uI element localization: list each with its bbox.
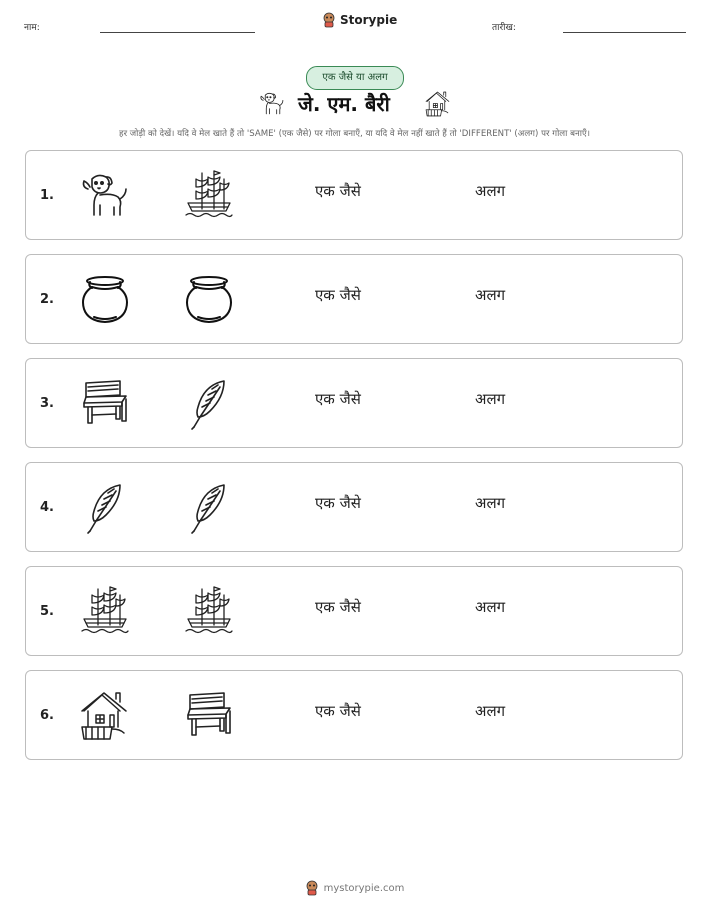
feather-icon bbox=[182, 481, 236, 535]
brand-name: Storypie bbox=[340, 13, 398, 27]
date-label: तारीख: bbox=[492, 23, 516, 33]
question-card bbox=[25, 254, 683, 344]
question-card bbox=[25, 462, 683, 552]
question-number: 5. bbox=[40, 604, 54, 619]
brand-logo bbox=[322, 12, 397, 28]
same-option[interactable]: एक जैसे bbox=[315, 702, 361, 720]
bench-icon bbox=[182, 689, 236, 743]
different-option[interactable]: अलग bbox=[475, 702, 506, 720]
question-card bbox=[25, 358, 683, 448]
same-option[interactable]: एक जैसे bbox=[315, 598, 361, 616]
dog-icon bbox=[258, 90, 286, 118]
pot-icon bbox=[182, 273, 236, 327]
worksheet-header bbox=[0, 0, 709, 50]
house-icon bbox=[424, 90, 452, 118]
question-number: 1. bbox=[40, 188, 54, 203]
same-option[interactable]: एक जैसे bbox=[315, 182, 361, 200]
question-number: 2. bbox=[40, 292, 54, 307]
name-label: नाम: bbox=[24, 23, 40, 33]
question-card bbox=[25, 670, 683, 760]
feather-icon bbox=[78, 481, 132, 535]
same-option[interactable]: एक जैसे bbox=[315, 286, 361, 304]
storypie-mascot-icon bbox=[305, 880, 319, 896]
bench-icon bbox=[78, 377, 132, 431]
pot-icon bbox=[78, 273, 132, 327]
question-number: 6. bbox=[40, 708, 54, 723]
same-option[interactable]: एक जैसे bbox=[315, 494, 361, 512]
same-option[interactable]: एक जैसे bbox=[315, 390, 361, 408]
question-card bbox=[25, 566, 683, 656]
dog-icon bbox=[78, 169, 132, 223]
footer bbox=[0, 880, 709, 896]
different-option[interactable]: अलग bbox=[475, 182, 506, 200]
name-field-line[interactable] bbox=[100, 32, 255, 33]
house-icon bbox=[78, 689, 132, 743]
feather-icon bbox=[182, 377, 236, 431]
page-title: जे. एम. बैरी bbox=[298, 92, 390, 116]
ship-icon bbox=[78, 585, 132, 639]
question-number: 4. bbox=[40, 500, 54, 515]
instructions: हर जोड़ी को देखें। यदि वे मेल खाते हैं तो 'SAME' (एक जैसे) पर गोला बनाएँ, या यदि वे मेल नहीं खाते हैं तो 'DIFFERENT' (अलग) पर गोला बनाएँ। bbox=[119, 129, 590, 139]
question-number: 3. bbox=[40, 396, 54, 411]
question-card bbox=[25, 150, 683, 240]
different-option[interactable]: अलग bbox=[475, 598, 506, 616]
different-option[interactable]: अलग bbox=[475, 390, 506, 408]
footer-url[interactable]: mystorypie.com bbox=[323, 882, 405, 894]
different-option[interactable]: अलग bbox=[475, 494, 506, 512]
storypie-mascot-icon bbox=[322, 12, 336, 28]
ship-icon bbox=[182, 585, 236, 639]
title-row bbox=[0, 88, 709, 122]
different-option[interactable]: अलग bbox=[475, 286, 506, 304]
ship-icon bbox=[182, 169, 236, 223]
date-field-line[interactable] bbox=[563, 32, 686, 33]
topic-pill: एक जैसे या अलग bbox=[306, 66, 404, 90]
